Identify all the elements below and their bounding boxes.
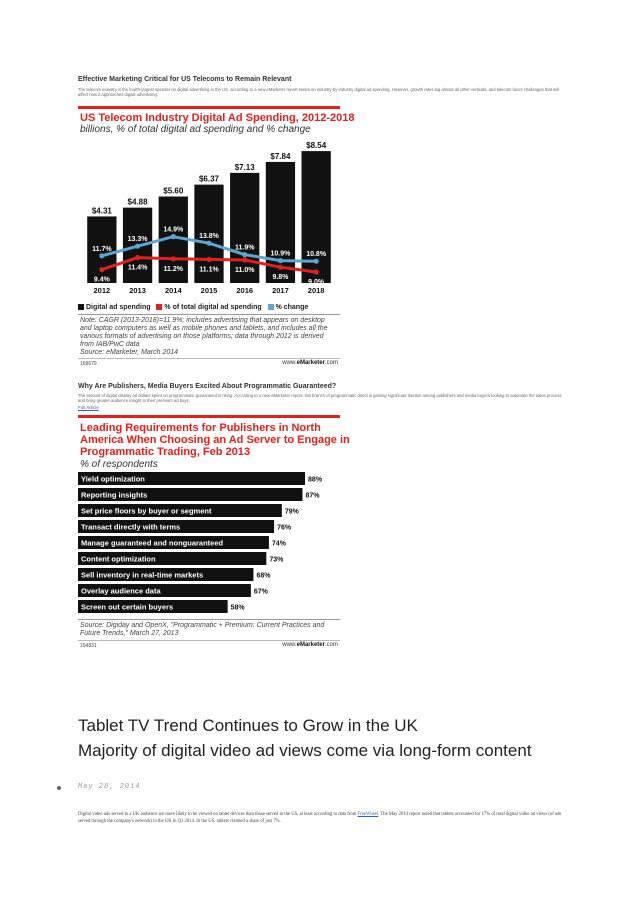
brand-prefix: www. (282, 642, 297, 648)
change-point (99, 253, 104, 258)
bar-value-label: $4.88 (127, 197, 148, 207)
hbar-category-label: Screen out certain buyers (81, 602, 174, 612)
chart1-top-rule (78, 106, 340, 109)
bar-value-label: $7.13 (234, 162, 255, 172)
chart2-divider (78, 619, 340, 620)
share-value-label: 9.4% (93, 276, 110, 284)
chart2-title (80, 422, 350, 458)
article3-body-end: . The May 2014 report noted that tablets accounted for 17% of total digital video ad views (of ads served through the company's network) in the UK in Q1 2014. In the US, tablets claimed a share of just 7%. (78, 812, 562, 824)
chart2-top-rule (78, 415, 340, 418)
chart1-code: 169679 (80, 361, 97, 367)
article1-heading: Effective Marketing Critical for US Telecoms to Remain Relevant (78, 76, 292, 83)
change-value-label: 13.3% (127, 236, 148, 244)
change-point (242, 252, 247, 257)
freewheel-link[interactable]: FreeWheel (357, 812, 379, 817)
bar-value-label: $8.54 (306, 141, 327, 151)
chart2 (78, 415, 350, 655)
brand-name: eMarketer (296, 642, 325, 648)
hbar-category-label: Transact directly with terms (81, 522, 181, 532)
legend-swatch-spending (78, 304, 84, 310)
change-point (278, 258, 283, 263)
hbar-value-label: 88% (308, 476, 323, 484)
x-tick-label: 2017 (272, 286, 289, 295)
hbar-value-label: 68% (256, 572, 271, 580)
chart1-brand (282, 360, 338, 366)
chart2-title-line: Programmatic Trading, Feb 2013 (80, 446, 250, 458)
bar-value-label: $6.37 (198, 174, 220, 184)
share-point (99, 267, 104, 272)
chart1-title: US Telecom Industry Digital Ad Spending, 2012-2018 (80, 112, 355, 124)
chart1-subtitle: billions, % of total digital ad spending and % change (80, 124, 311, 135)
article3-subtitle: Majority of digital video ad views come via long-form content (78, 741, 532, 760)
chart1-divider (78, 314, 340, 315)
share-point (242, 257, 247, 262)
article2-heading: Why Are Publishers, Media Buyers Excited About Programmatic Guaranteed? (78, 383, 337, 390)
bar-value-label: $5.60 (163, 186, 184, 196)
hbar-category-label: Content optimization (81, 554, 156, 564)
chart1-note: Note: CAGR (2013-2018)=11.9%; includes advertising that appears on desktop and laptop computers as well as mobile phones and tablets, and includes all the various formats of advertising on those platforms; data through 2012 is derived from IAB/PwC data (80, 317, 328, 348)
share-point (314, 269, 319, 274)
chart2-subtitle: % of respondents (80, 459, 158, 470)
hbar-category-label: Manage guaranteed and nonguaranteed (81, 538, 224, 548)
x-tick-label: 2012 (93, 286, 111, 295)
brand-suffix: .com (324, 360, 338, 366)
share-value-label: 11.2% (163, 265, 184, 273)
share-value-label: 9.8% (272, 274, 289, 282)
hbar-category-label: Sell inventory in real-time markets (81, 570, 204, 580)
x-tick-label: 2014 (164, 286, 182, 295)
chart1-source: Source: eMarketer, March 2014 (80, 349, 179, 356)
chart1-legend (78, 304, 340, 313)
hbar-category-label: Set price floors by buyer or segment (81, 506, 212, 516)
legend-label-spending: Digital ad spending (85, 304, 151, 311)
share-point (135, 255, 140, 260)
share-value-label: 9.0% (308, 279, 325, 286)
article2-body: The amount of digital display ad dollars spent on programmatic guaranteed is rising. According to a new eMarketer report, this branch of programmatic direct is gaining significant traction among publishers and media buyers looking to automate the sales process and bring greater audience insight to their premium ad buys. (78, 393, 562, 404)
change-point (314, 259, 319, 264)
x-tick-label: 2013 (129, 286, 146, 295)
legend-label-change: % change (275, 304, 309, 311)
chart1-footer-rule (78, 358, 340, 359)
hbar-category-label: Yield optimization (81, 474, 145, 484)
hbar-value-label: 87% (305, 492, 320, 500)
brand-name: eMarketer (296, 360, 325, 366)
chart2-source: Source: Digiday and OpenX, "Programmatic + Premium: Current Practices and Future Trends," March 27, 2013 (80, 622, 325, 637)
hbar-value-label: 73% (269, 556, 284, 564)
chart2-title-line: America When Choosing an Ad Server to Engage in (80, 434, 350, 446)
bar-value-label: $7.84 (270, 151, 291, 161)
share-point (206, 257, 211, 262)
hbar-value-label: 74% (271, 540, 286, 548)
hbar-value-label: 67% (253, 588, 268, 596)
article3-body (78, 811, 566, 825)
change-point (171, 234, 176, 239)
article3-title: Tablet TV Trend Continues to Grow in the UK (78, 716, 418, 735)
hbar-value-label: 58% (230, 604, 245, 612)
brand-suffix: .com (324, 642, 338, 648)
brand-prefix: www. (282, 360, 297, 366)
article1-body: The telecom industry is the fourth-largest spender on digital advertising in the US, according to a new eMarketer report series on industry-by-industry digital ad spending. However, growth rates lag almost all other verticals, and telecom faces challenges that will affect how it approaches digital advertising. (78, 87, 559, 98)
chart2-brand (282, 642, 338, 648)
bar-value-label: $4.31 (91, 206, 112, 216)
hbar-category-label: Reporting insights (81, 490, 148, 500)
hbar-category-label: Overlay audience data (81, 586, 161, 596)
legend-label-share: % of total digital ad spending (164, 304, 262, 311)
change-point (206, 241, 211, 246)
change-point (135, 244, 140, 249)
change-value-label: 11.9% (234, 244, 255, 252)
change-value-label: 13.8% (199, 233, 219, 241)
share-value-label: 11.1% (199, 266, 219, 274)
legend-swatch-share (156, 304, 162, 310)
article3-date: May 28, 2014 (78, 783, 141, 791)
share-point (171, 256, 176, 261)
change-value-label: 14.9% (163, 226, 184, 234)
share-value-label: 11.0% (234, 267, 255, 274)
change-value-label: 10.9% (270, 250, 291, 258)
x-tick-label: 2015 (200, 286, 218, 295)
bullet-icon (57, 786, 61, 790)
hbar-value-label: 76% (277, 524, 292, 532)
full-article-link[interactable]: Full Article (78, 405, 99, 410)
change-value-label: 11.7% (92, 245, 112, 253)
legend-swatch-change (268, 304, 274, 310)
x-tick-label: 2016 (236, 286, 254, 295)
chart1 (78, 106, 355, 376)
chart2-title-line: Leading Requirements for Publishers in North (80, 422, 321, 434)
chart2-plot (78, 472, 340, 618)
hbar-value-label: 79% (284, 508, 299, 516)
share-point (278, 265, 283, 270)
x-tick-label: 2018 (307, 286, 325, 295)
chart2-footer-rule (78, 640, 340, 641)
chart2-code: 154831 (80, 643, 97, 649)
share-value-label: 11.4% (127, 264, 148, 272)
chart1-plot (78, 136, 340, 320)
article3-body-start: Digital video ads served to a UK audience are more likely to be viewed on tablet devices than those served in the US, at least according to data from (78, 812, 358, 817)
change-value-label: 10.8% (306, 251, 327, 259)
